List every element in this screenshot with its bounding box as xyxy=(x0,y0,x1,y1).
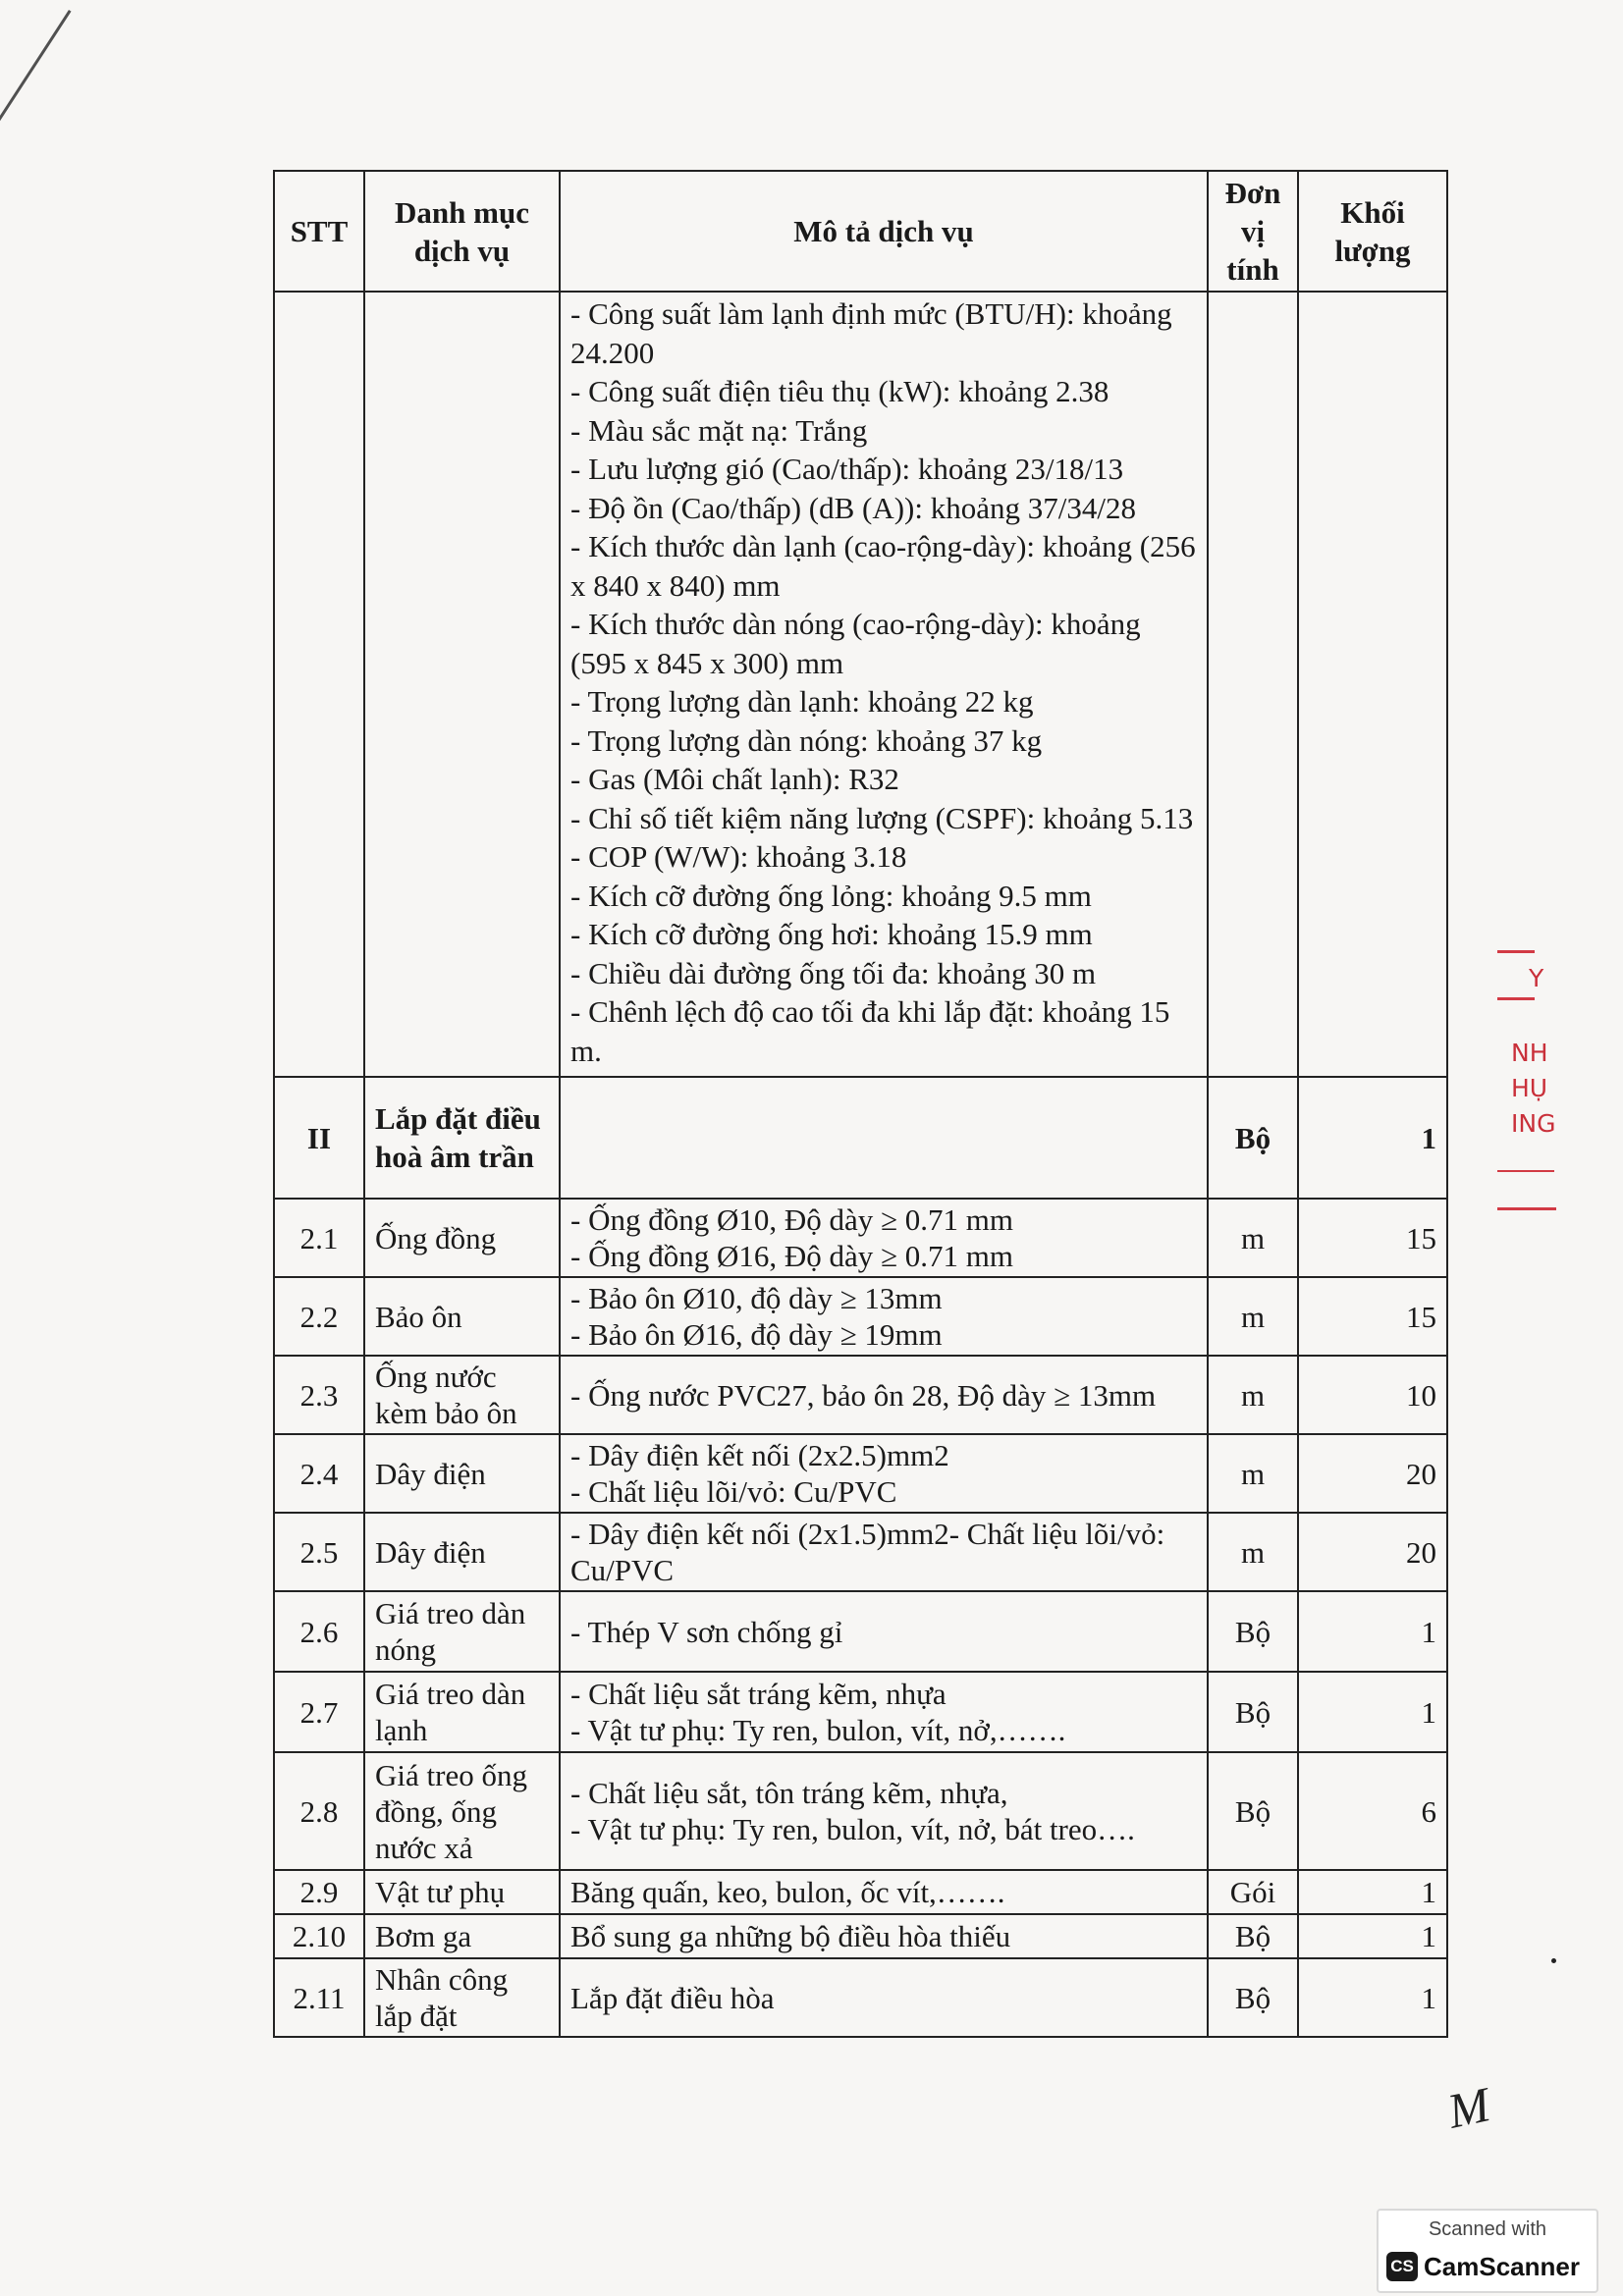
section-unit: Bộ xyxy=(1208,1077,1298,1199)
row-category: Dây điện xyxy=(364,1513,560,1591)
row-quantity: 1 xyxy=(1298,1958,1447,2037)
header-stt: STT xyxy=(274,171,364,292)
row-category: Giá treo ống đồng, ống nước xả xyxy=(364,1752,560,1870)
table-row xyxy=(274,1199,1447,1277)
description-line: - Ống nước PVC27, bảo ôn 28, Độ dày ≥ 13mm xyxy=(570,1377,1157,1413)
row-quantity: 6 xyxy=(1298,1752,1447,1870)
stamp-text: ING xyxy=(1511,1109,1556,1138)
header-quantity: Khối lượng xyxy=(1298,171,1447,292)
row-quantity: 20 xyxy=(1298,1434,1447,1513)
stamp-text: HỤ xyxy=(1511,1074,1548,1102)
row-quantity: 10 xyxy=(1298,1356,1447,1434)
service-table xyxy=(273,170,1448,2038)
row-unit: m xyxy=(1208,1434,1298,1513)
description-line: - Chất liệu sắt tráng kẽm, nhựa xyxy=(570,1677,947,1711)
row-description xyxy=(560,1958,1208,2037)
row-category: Vật tư phụ xyxy=(364,1870,560,1914)
camscanner-logo-icon: CS xyxy=(1386,2252,1418,2281)
spec-qty xyxy=(1298,292,1447,1077)
spec-line: - Công suất điện tiêu thụ (kW): khoảng 2.38 xyxy=(570,374,1109,408)
row-stt: 2.11 xyxy=(274,1958,364,2037)
row-quantity: 15 xyxy=(1298,1199,1447,1277)
badge-caption: Scanned with xyxy=(1428,2218,1547,2240)
stamp-text: NH xyxy=(1511,1039,1548,1067)
pen-stroke xyxy=(0,10,72,201)
spec-description xyxy=(560,292,1208,1077)
row-unit: Bộ xyxy=(1208,1672,1298,1752)
spec-line: - Chiều dài đường ống tối đa: khoảng 30 m xyxy=(570,955,1097,990)
section-description xyxy=(560,1077,1208,1199)
header-unit: Đơn vị tính xyxy=(1208,171,1298,292)
table-row xyxy=(274,1513,1447,1591)
row-quantity: 1 xyxy=(1298,1672,1447,1752)
row-description xyxy=(560,1672,1208,1752)
row-quantity: 1 xyxy=(1298,1914,1447,1958)
spec-line: - Chỉ số tiết kiệm năng lượng (CSPF): khoảng 5.13 xyxy=(570,800,1194,835)
row-stt: 2.5 xyxy=(274,1513,364,1591)
row-stt: 2.2 xyxy=(274,1277,364,1356)
row-unit: Bộ xyxy=(1208,1914,1298,1958)
row-description xyxy=(560,1434,1208,1513)
description-line: Băng quấn, keo, bulon, ốc vít,……. xyxy=(570,1874,1005,1909)
row-category: Nhân công lắp đặt xyxy=(364,1958,560,2037)
table-row xyxy=(274,1870,1447,1914)
section-stt: II xyxy=(274,1077,364,1199)
spec-stt xyxy=(274,292,364,1077)
spec-line: - Lưu lượng gió (Cao/thấp): khoảng 23/18/13 xyxy=(570,452,1124,486)
row-unit: Gói xyxy=(1208,1870,1298,1914)
row-description xyxy=(560,1356,1208,1434)
table-row xyxy=(274,1591,1447,1672)
row-category: Giá treo dàn lạnh xyxy=(364,1672,560,1752)
row-category: Bơm ga xyxy=(364,1914,560,1958)
table-row xyxy=(274,1914,1447,1958)
signature: M xyxy=(1442,2076,1495,2139)
section-category: Lắp đặt điều hoà âm trần xyxy=(364,1077,560,1199)
header-category: Danh mục dịch vụ xyxy=(364,171,560,292)
row-unit: Bộ xyxy=(1208,1958,1298,2037)
row-description xyxy=(560,1199,1208,1277)
spec-line: - Kích cỡ đường ống hơi: khoảng 15.9 mm xyxy=(570,917,1093,951)
description-line: - Ống đồng Ø10, Độ dày ≥ 0.71 mm xyxy=(570,1202,1013,1237)
spec-line: - Màu sắc mặt nạ: Trắng xyxy=(570,412,868,448)
row-description xyxy=(560,1914,1208,1958)
row-category: Ống nước kèm bảo ôn xyxy=(364,1356,560,1434)
row-unit: m xyxy=(1208,1199,1298,1277)
table-row xyxy=(274,1434,1447,1513)
spec-line: - Kích cỡ đường ống lỏng: khoảng 9.5 mm xyxy=(570,878,1092,913)
row-description xyxy=(560,1752,1208,1870)
description-line: Lắp đặt điều hòa xyxy=(570,1980,775,2015)
row-stt: 2.8 xyxy=(274,1752,364,1870)
table-row xyxy=(274,1958,1447,2037)
description-line: - Chất liệu sắt, tôn tráng kẽm, nhựa, xyxy=(570,1776,1008,1810)
row-quantity: 1 xyxy=(1298,1870,1447,1914)
row-unit: m xyxy=(1208,1356,1298,1434)
row-stt: 2.1 xyxy=(274,1199,364,1277)
row-stt: 2.10 xyxy=(274,1914,364,1958)
spec-line: - Chênh lệch độ cao tối đa khi lắp đặt: khoảng 15 m. xyxy=(570,994,1170,1068)
description-line: - Vật tư phụ: Ty ren, bulon, vít, nở,……. xyxy=(570,1713,1066,1747)
spec-unit xyxy=(1208,292,1298,1077)
description-line: - Dây điện kết nối (2x1.5)mm2- Chất liệu lõi/vỏ: Cu/PVC xyxy=(570,1517,1165,1587)
section-quantity: 1 xyxy=(1298,1077,1447,1199)
header-description: Mô tả dịch vụ xyxy=(560,171,1208,292)
spec-line: - Kích thước dàn nóng (cao-rộng-dày): khoảng (595 x 845 x 300) mm xyxy=(570,607,1141,680)
row-category: Giá treo dàn nóng xyxy=(364,1591,560,1672)
description-line: - Bảo ôn Ø10, độ dày ≥ 13mm xyxy=(570,1281,943,1315)
row-unit: m xyxy=(1208,1513,1298,1591)
row-quantity: 1 xyxy=(1298,1591,1447,1672)
description-line: - Chất liệu lõi/vỏ: Cu/PVC xyxy=(570,1474,897,1509)
row-stt: 2.9 xyxy=(274,1870,364,1914)
row-description xyxy=(560,1277,1208,1356)
camscanner-badge xyxy=(1377,2209,1598,2293)
badge-name: CamScanner xyxy=(1424,2252,1580,2281)
red-stamp-fragment xyxy=(1497,950,1556,1225)
spec-line: - Trọng lượng dàn nóng: khoảng 37 kg xyxy=(570,722,1043,758)
spec-line: - Gas (Môi chất lạnh): R32 xyxy=(570,762,899,796)
row-category: Bảo ôn xyxy=(364,1277,560,1356)
stamp-text: Y xyxy=(1529,964,1544,992)
row-quantity: 15 xyxy=(1298,1277,1447,1356)
description-line: - Ống đồng Ø16, Độ dày ≥ 0.71 mm xyxy=(570,1239,1013,1273)
row-description xyxy=(560,1870,1208,1914)
spec-line: - COP (W/W): khoảng 3.18 xyxy=(570,839,907,874)
table-row xyxy=(274,1356,1447,1434)
row-stt: 2.3 xyxy=(274,1356,364,1434)
table-body xyxy=(274,292,1447,2037)
row-stt: 2.6 xyxy=(274,1591,364,1672)
table-header-row xyxy=(274,171,1447,292)
table-row xyxy=(274,1277,1447,1356)
row-unit: Bộ xyxy=(1208,1752,1298,1870)
section-row xyxy=(274,1077,1447,1199)
row-category: Dây điện xyxy=(364,1434,560,1513)
row-stt: 2.4 xyxy=(274,1434,364,1513)
description-line: Bổ sung ga những bộ điều hòa thiếu xyxy=(570,1918,1011,1953)
row-quantity: 20 xyxy=(1298,1513,1447,1591)
description-line: - Dây điện kết nối (2x2.5)mm2 xyxy=(570,1438,949,1472)
spec-row xyxy=(274,292,1447,1077)
spec-line: - Kích thước dàn lạnh (cao-rộng-dày): khoảng (256 x 840 x 840) mm xyxy=(570,529,1196,603)
description-line: - Bảo ôn Ø16, độ dày ≥ 19mm xyxy=(570,1317,943,1352)
row-stt: 2.7 xyxy=(274,1672,364,1752)
description-line: - Thép V sơn chống gỉ xyxy=(570,1614,843,1649)
ink-dot xyxy=(1551,1958,1556,1963)
spec-line: - Độ ồn (Cao/thấp) (dB (A)): khoảng 37/34/28 xyxy=(570,490,1136,525)
row-description xyxy=(560,1513,1208,1591)
row-category: Ống đồng xyxy=(364,1199,560,1277)
row-unit: Bộ xyxy=(1208,1591,1298,1672)
spec-line: - Công suất làm lạnh định mức (BTU/H): khoảng 24.200 xyxy=(570,296,1172,370)
table-row xyxy=(274,1672,1447,1752)
row-unit: m xyxy=(1208,1277,1298,1356)
spec-line: - Trọng lượng dàn lạnh: khoảng 22 kg xyxy=(570,684,1034,719)
table-row xyxy=(274,1752,1447,1870)
description-line: - Vật tư phụ: Ty ren, bulon, vít, nở, bát treo…. xyxy=(570,1812,1135,1846)
row-description xyxy=(560,1591,1208,1672)
spec-category xyxy=(364,292,560,1077)
